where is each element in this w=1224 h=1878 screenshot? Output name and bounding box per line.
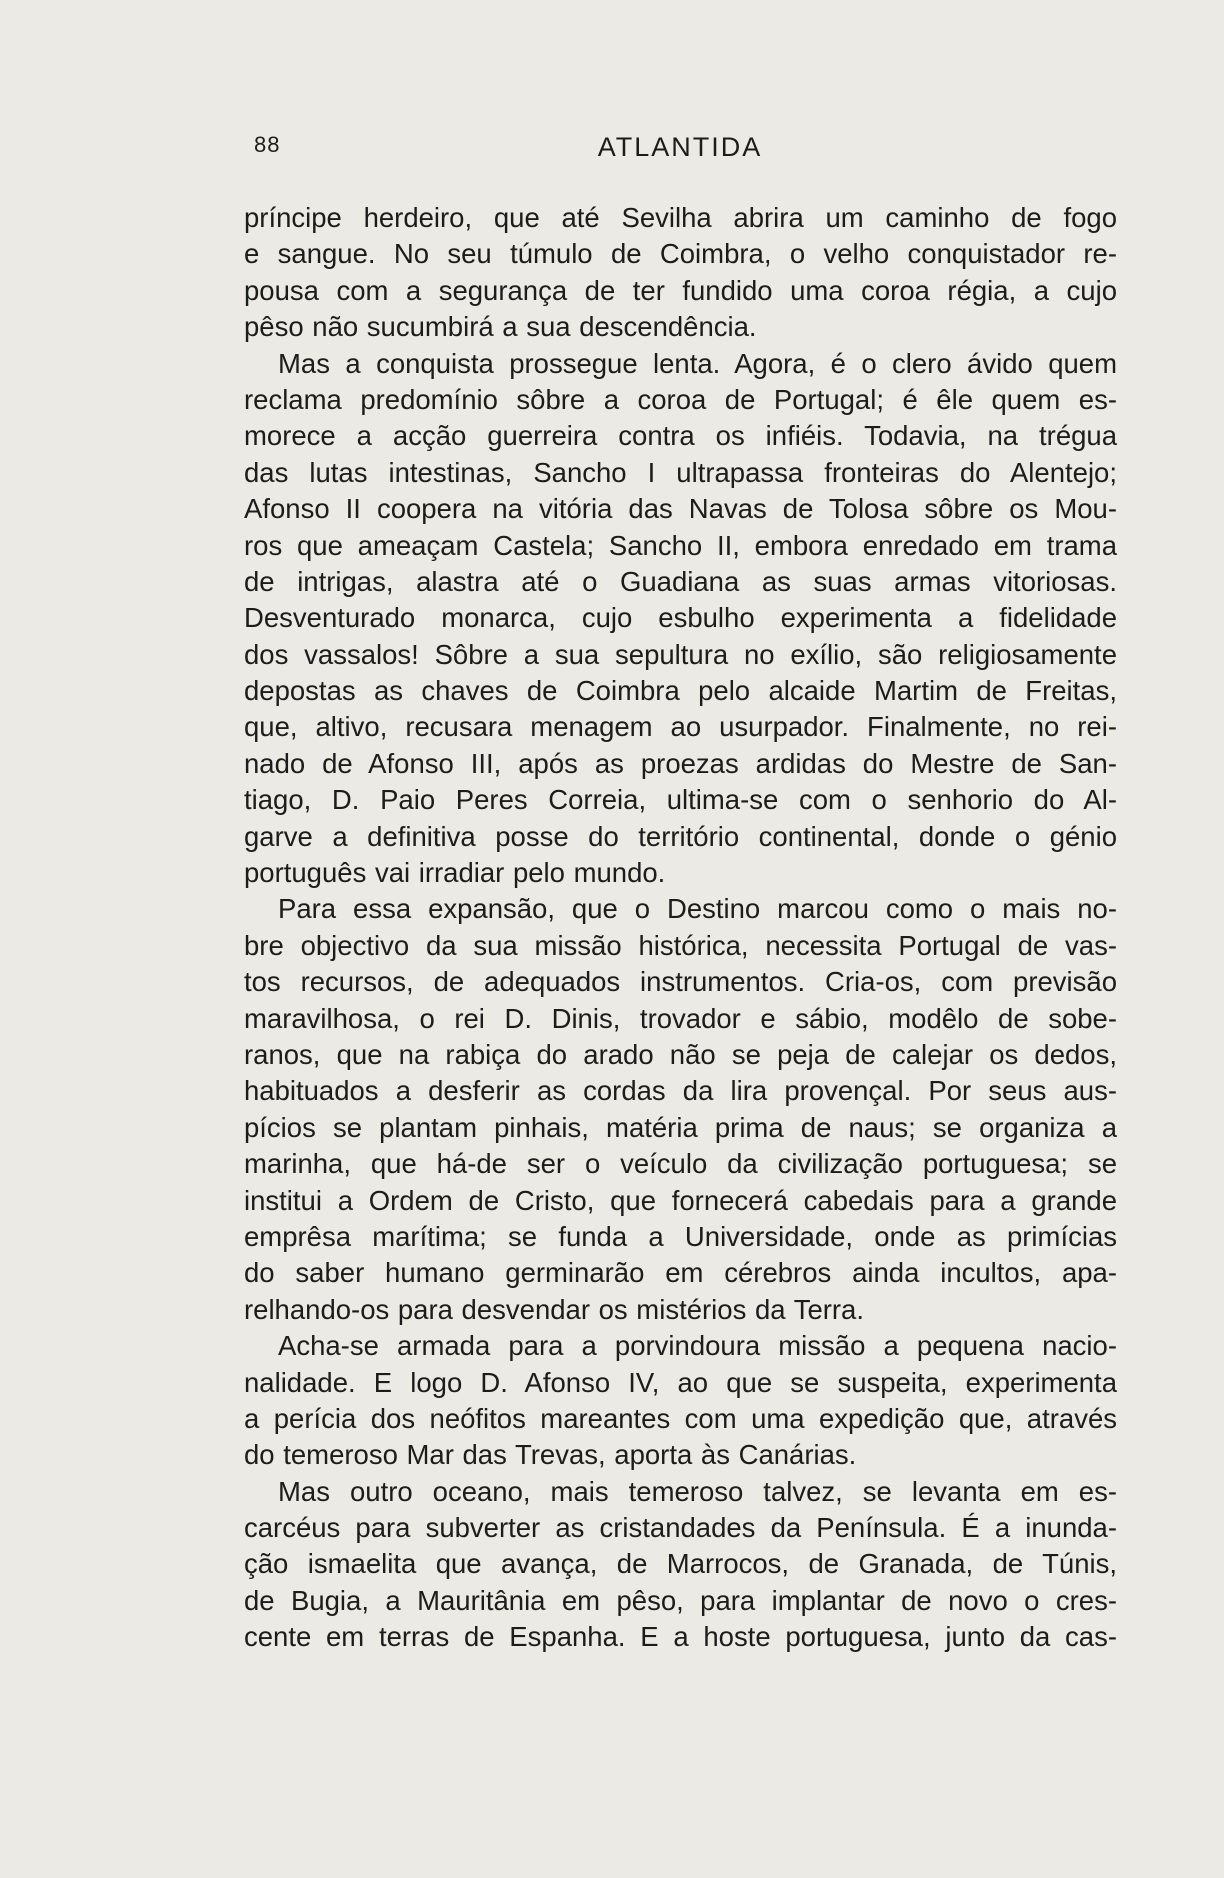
body-text [244,200,1117,1656]
text-line: Para essa expansão, que o Destino marcou como o mais no- [278,893,1117,925]
text-line: depostas as chaves de Coimbra pelo alcaide Martim de Freitas, [244,675,1117,707]
text-line: emprêsa marítima; se funda a Universidade, onde as primícias [244,1220,1117,1252]
text-line: pousa com a segurança de ter fundido uma coroa régia, a cujo [244,274,1117,306]
text-line: príncipe herdeiro, que até Sevilha abrira um caminho de fogo [244,202,1117,233]
text-line: a perícia dos neófitos mareantes com uma expedição que, através [244,1402,1117,1434]
text-line: marinha, que há-de ser o veículo da civilização portuguesa; se [244,1148,1117,1180]
text-line: dos vassalos! Sôbre a sua sepultura no exílio, são religiosamente [244,638,1117,670]
text-line: institui a Ordem de Cristo, que fornecerá cabedais para a grande [244,1184,1117,1216]
text-line: português vai irradiar pelo mundo. [244,857,666,889]
text-line: Afonso II coopera na vitória das Navas de Tolosa sôbre os Mou- [244,493,1117,525]
text-line: reclama predomínio sôbre a coroa de Portugal; é êle quem es- [244,383,1117,415]
text-line: maravilhosa, o rei D. Dinis, trovador e sábio, modêlo de sobe- [244,1002,1117,1034]
text-line: morece a acção guerreira contra os infiéis. Todavia, na trégua [244,420,1117,452]
running-title: ATLANTIDA [597,132,763,162]
text-line: das lutas intestinas, Sancho I ultrapassa fronteiras do Alentejo; [244,456,1117,488]
text-line: nado de Afonso III, após as proezas ardidas do Mestre de San- [244,747,1117,779]
text-line: que, altivo, recusara menagem ao usurpador. Finalmente, no rei- [244,711,1117,743]
text-line: pícios se plantam pinhais, matéria prima de naus; se organiza a [244,1111,1117,1143]
text-line: cente em terras de Espanha. E a hoste portuguesa, junto da cas- [244,1621,1117,1653]
text-line: nalidade. E logo D. Afonso IV, ao que se suspeita, experimenta [244,1366,1117,1398]
text-line: ranos, que na rabiça do arado não se peja de calejar os dedos, [244,1038,1117,1070]
text-line: e sangue. No seu túmulo de Coimbra, o velho conquistador re- [244,238,1117,270]
text-line: pêso não sucumbirá a sua descendência. [244,311,757,343]
text-line: ros que ameaçam Castela; Sancho II, embora enredado em trama [244,529,1117,561]
text-line: carcéus para subverter as cristandades da Península. É a inunda- [244,1512,1117,1544]
text-line: ção ismaelita que avança, de Marrocos, de Granada, de Túnis, [244,1548,1117,1580]
text-line: tiago, D. Paio Peres Correia, ultima-se com o senhorio do Al- [244,784,1117,816]
text-line: garve a definitiva posse do território continental, donde o génio [244,820,1117,852]
text-line: Mas outro oceano, mais temeroso talvez, se levanta em es- [278,1475,1117,1507]
running-head [240,132,1120,168]
text-line: Acha-se armada para a porvindoura missão a pequena nacio- [278,1330,1117,1362]
text-line: de Bugia, a Mauritânia em pêso, para implantar de novo o cres- [244,1584,1117,1616]
text-line: tos recursos, de adequados instrumentos. Cria-os, com previsão [244,966,1117,998]
text-line: Desventurado monarca, cujo esbulho experimenta a fidelidade [244,602,1117,634]
text-line: do saber humano germinarão em cérebros ainda incultos, apa- [244,1257,1117,1289]
page-number: 88 [254,132,281,157]
text-line: habituados a desferir as cordas da lira provençal. Por seus aus- [244,1075,1117,1107]
text-line: relhando-os para desvendar os mistérios da Terra. [244,1293,864,1325]
text-line: Mas a conquista prossegue lenta. Agora, é o clero ávido quem [278,347,1117,379]
text-line: do temeroso Mar das Trevas, aporta às Canárias. [244,1439,857,1471]
text-line: bre objectivo da sua missão histórica, necessita Portugal de vas- [244,929,1117,961]
text-line: de intrigas, alastra até o Guadiana as suas armas vitoriosas. [244,565,1117,597]
